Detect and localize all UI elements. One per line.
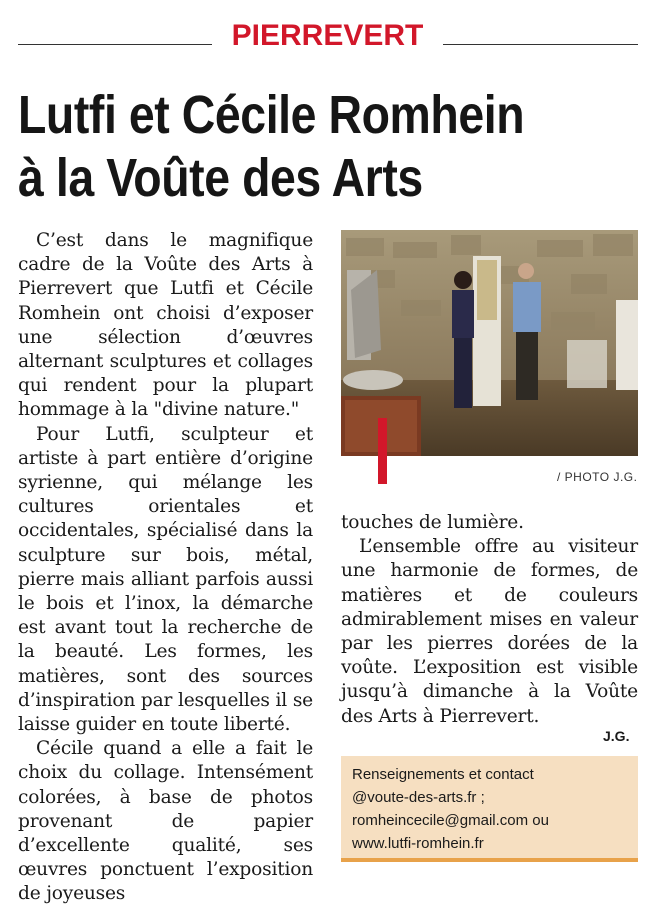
headline	[18, 84, 560, 210]
paragraph-2: Pour Lutfi, sculpteur et artiste à part entière d’origine syrienne, qui mélange les cultures orientales et occidentales, spécialisé dans la sculpture sur bois, métal, pierre mais alliant parfois aussi le bois et l’inox, la démarche est avant tout la recherche de la beauté. Les formes, les matières, sont des sources d’inspiration par lesquelles il se laisse guider en toute liberté.	[18, 423, 313, 736]
contact-infobox	[341, 756, 638, 862]
photo-marker-bar	[378, 418, 387, 484]
paragraph-1: C’est dans le magnifique cadre de la Voûte des Arts à Pierrevert que Lutfi et Cécile Romhein ont choisi d’exposer une sélection d’œuvres alternant sculptures et collages qui rendent pour la plupart hommage à la "divine nature."	[18, 230, 313, 421]
paragraph-3-continued: touches de lumière.	[341, 512, 524, 533]
section-kicker: PIERREVERT	[231, 19, 424, 52]
paragraph-3: Cécile quand a elle a fait le choix du collage. Intensément colorées, à base de photos provenant de papier d’excellente qualité, ses œuvres ponctuent l’exposition de joyeuses	[18, 738, 313, 905]
infobox-email: romheincecile@gmail.com ou	[352, 812, 549, 829]
article-column-left	[18, 229, 313, 907]
headline-line-2: à la Voûte des Arts	[18, 148, 423, 208]
paragraph-4: L’ensemble offre au visiteur une harmonie de formes, de matières et de couleurs admirablement mises en valeur par les pierres dorées de la voûte. L’exposition est visible jusqu’à dimanche à la Voûte des Arts à Pierrevert.	[341, 536, 638, 727]
kicker-rule-left	[18, 44, 212, 45]
headline-line-1: Lutfi et Cécile Romhein	[18, 85, 525, 145]
kicker-rule-right	[443, 44, 638, 45]
infobox-website: www.lutfi-romhein.fr	[352, 835, 484, 852]
article-column-right	[341, 511, 638, 729]
author-signature: J.G.	[603, 728, 630, 744]
infobox-title: Renseignements et contact	[352, 766, 534, 783]
infobox-email-domain: @voute-des-arts.fr ;	[352, 789, 485, 806]
photo-credit: / PHOTO J.G.	[557, 470, 638, 484]
